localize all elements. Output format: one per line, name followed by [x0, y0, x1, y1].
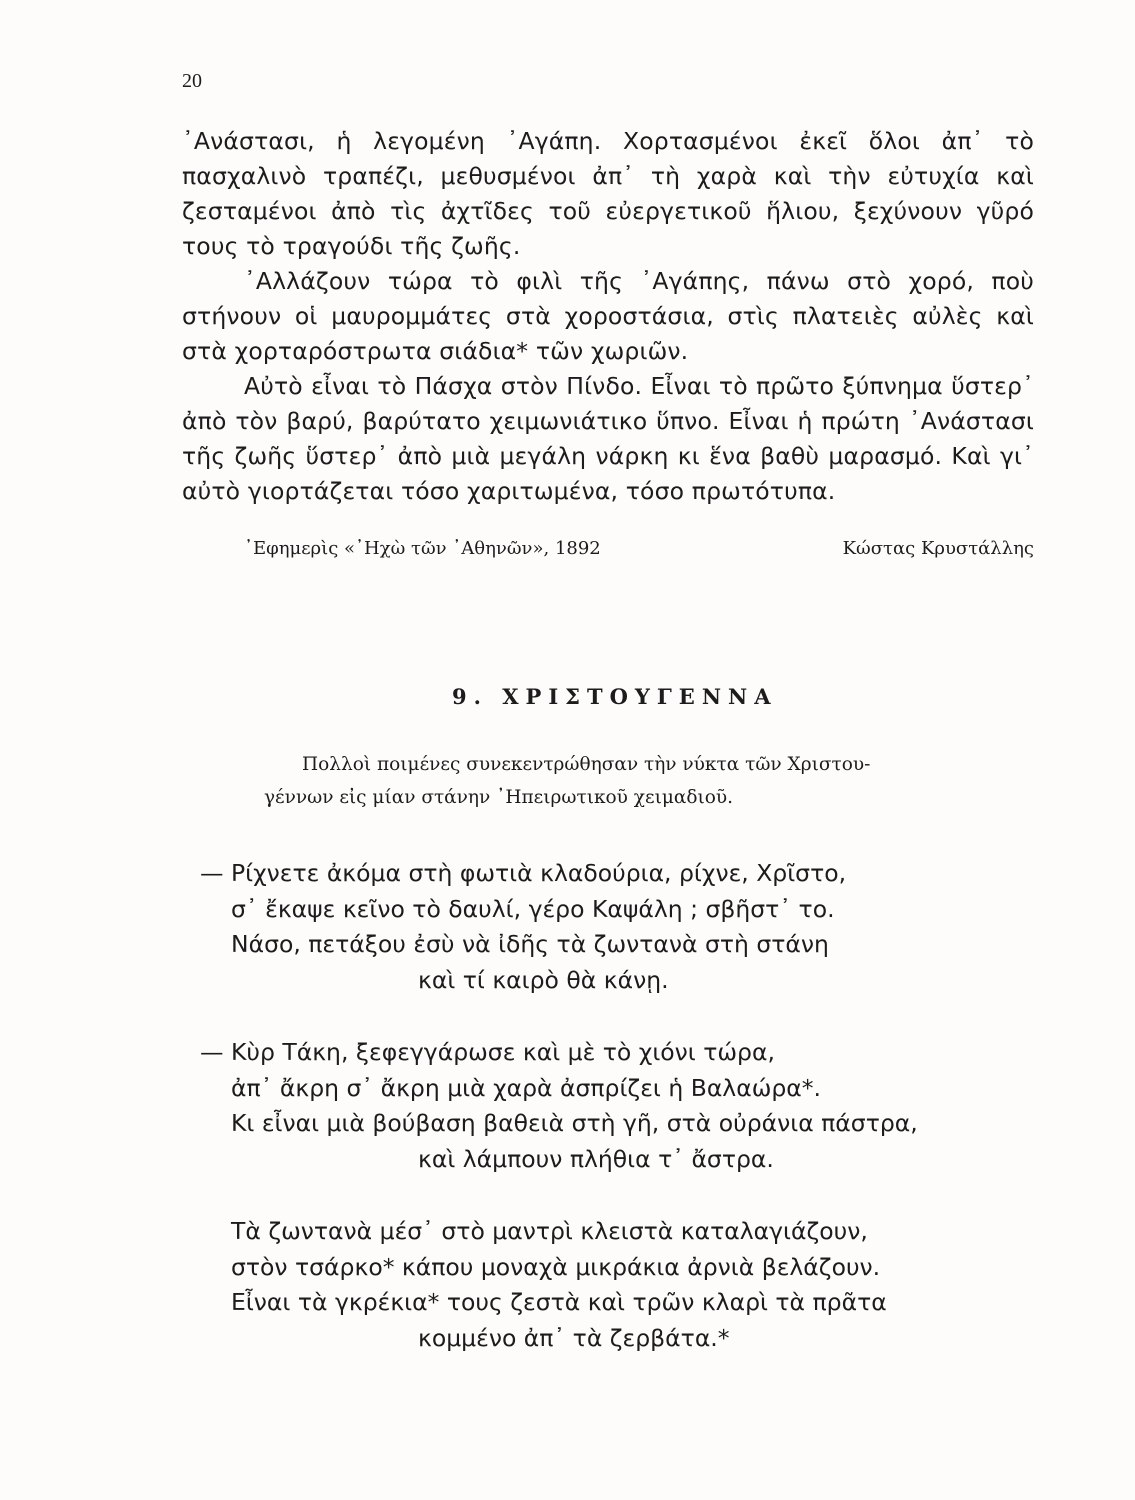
prose-paragraph: ᾿Ανάστασι, ἡ λεγομένη ᾿Αγάπη. Χορτασμένοι ἐκεῖ ὅλοι ἀπ᾿ τὸ πασχαλινὸ τραπέζι, μεθυσμένοι ἀπ᾿ τὴ χαρὰ καὶ τὴν εὐτυχία καὶ ζεσταμένοι ἀπὸ τὶς ἀχτῖδες τοῦ εὐεργετικοῦ ἥλιου, ξεχύνουν γῦρό τους τὸ τραγούδι τῆς ζωῆς. — [182, 127, 1034, 260]
prose-paragraph: ᾿Αλλάζουν τώρα τὸ φιλὶ τῆς ᾿Αγάπης, πάνω στὸ χορό, ποὺ στήνουν οἱ μαυρομμάτες στὰ χοροστάσια, στὶς πλατειὲς αὐλὲς καὶ στὰ χορταρόστρωτα σιάδια* τῶν χωριῶν. — [182, 267, 1034, 365]
page-number: 20 — [182, 70, 202, 92]
poem-verse: Νάσο, πετάξου ἐσὺ νὰ ἰδῆς τὰ ζωντανὰ στὴ στάνη — [231, 930, 829, 958]
poem-verse: σ᾿ ἔκαψε κεῖνο τὸ δαυλί, γέρο Καψάλη ; σβῆστ᾿ το. — [231, 894, 835, 923]
source-publication: ᾿Εφημερὶς «᾿Ηχὼ τῶν ᾿Αθηνῶν», 1892 — [244, 538, 601, 559]
poem-verse: καὶ τί καιρὸ θὰ κάνῃ. — [418, 965, 669, 994]
poem-verse: — Κὺρ Τάκη, ξεφεγγάρωσε καὶ μὲ τὸ χιόνι τώρα, — [200, 1038, 775, 1066]
source-citation — [244, 537, 1034, 561]
section-heading: 9. ΧΡΙΣΤΟΥΓΕΝΝΑ — [452, 684, 778, 709]
poem-verse: — Ρίχνετε ἀκόμα στὴ φωτιὰ κλαδούρια, ρίχνε, Χρῖστο, — [200, 859, 847, 887]
poem-verse: Εἶναι τὰ γκρέκια* τους ζεστὰ καὶ τρῶν κλαρὶ τὰ πρᾶτα — [231, 1288, 887, 1316]
source-author: Κώστας Κρυστάλλης — [842, 538, 1034, 559]
poem-verse: καὶ λάμπουν πλήθια τ᾿ ἄστρα. — [418, 1144, 774, 1173]
poem-verse: ἀπ᾿ ἄκρη σ᾿ ἄκρη μιὰ χαρὰ ἀσπρίζει ἡ Βαλαώρα*. — [231, 1073, 822, 1102]
epigraph — [264, 748, 1032, 814]
epigraph-line: Πολλοὶ ποιμένες συνεκεντρώθησαν τὴν νύκτα τῶν Χριστου- — [302, 754, 871, 775]
prose-block — [182, 124, 1034, 509]
poem-verse: κομμένο ἀπ᾿ τὰ ζερβάτα.* — [418, 1323, 730, 1352]
poem-stanza — [200, 1035, 918, 1177]
poem-verse: στὸν τσάρκο* κάπου μοναχὰ μικράκια ἀρνιὰ βελάζουν. — [231, 1252, 881, 1281]
poem — [200, 856, 918, 1393]
poem-verse: Τὰ ζωντανὰ μέσ᾿ στὸ μαντρὶ κλειστὰ καταλαγιάζουν, — [231, 1217, 868, 1245]
poem-stanza — [200, 856, 918, 998]
poem-verse: Κι εἶναι μιὰ βούβαση βαθειὰ στὴ γῆ, στὰ οὐράνια πάστρα, — [231, 1109, 918, 1137]
poem-stanza — [200, 1214, 918, 1356]
prose-paragraph: Αὐτὸ εἶναι τὸ Πάσχα στὸν Πίνδο. Εἶναι τὸ πρῶτο ξύπνημα ὕστερ᾿ ἀπὸ τὸν βαρύ, βαρύτατο χειμωνιάτικο ὕπνο. Εἶναι ἡ πρώτη ᾿Ανάστασι τῆς ζωῆς ὕστερ᾿ ἀπὸ μιὰ μεγάλη νάρκη κι ἕνα βαθὺ μαρασμό. Καὶ γι᾿ αὐτὸ γιορτάζεται τόσο χαριτωμένα, τόσο πρωτότυπα. — [182, 372, 1034, 505]
epigraph-line: γέννων εἰς μίαν στάνην ᾿Ηπειρωτικοῦ χειμαδιοῦ. — [264, 787, 734, 808]
